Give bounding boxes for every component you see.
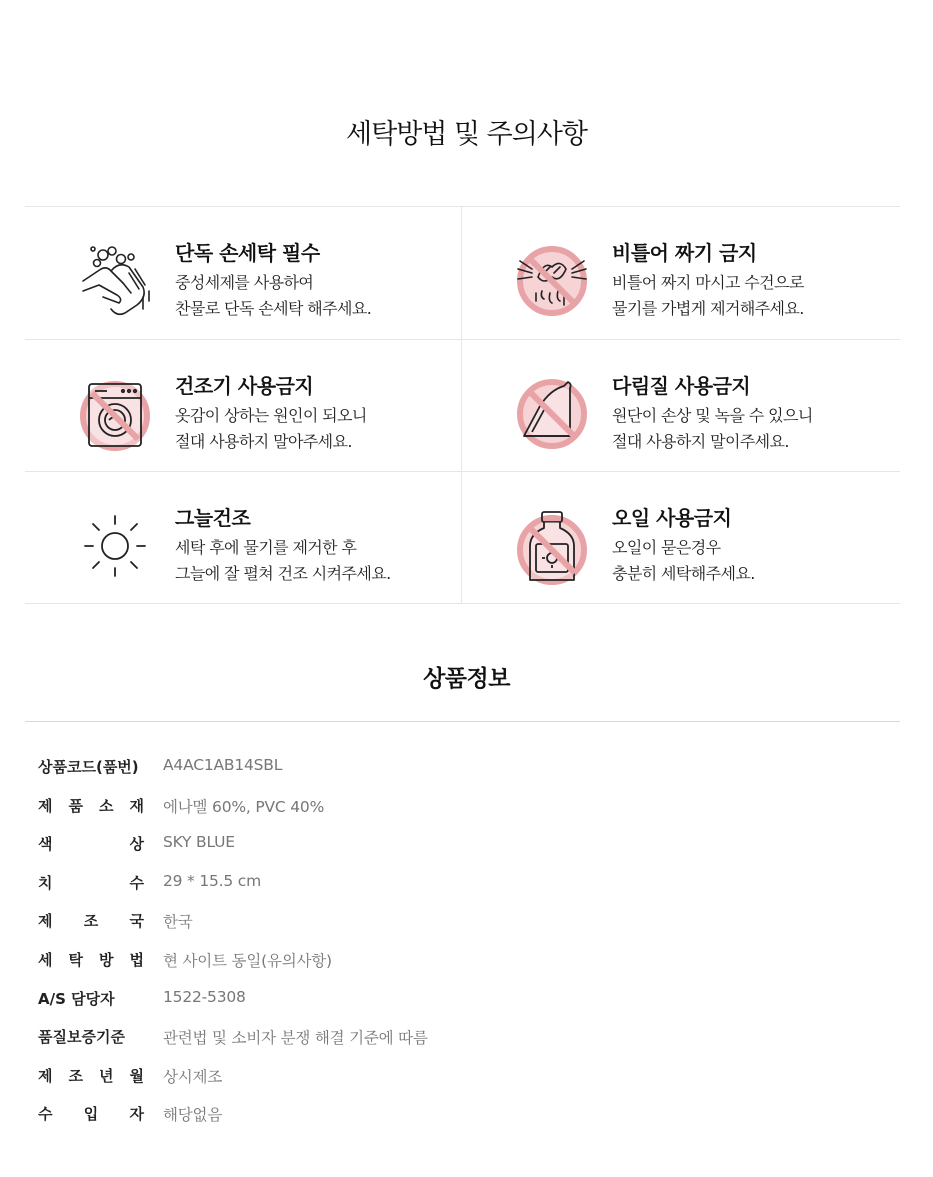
care-item-no-oil <box>462 472 898 604</box>
care-item-desc: 세탁 후에 물기를 제거한 후 그늘에 잘 펼쳐 건조 시켜주세요. <box>175 538 391 583</box>
no-wring-icon <box>510 239 594 323</box>
care-item-title: 그늘건조 <box>175 506 251 530</box>
care-item-no-dryer <box>25 340 461 472</box>
info-value: 에나멜 60%, PVC 40% <box>163 797 325 816</box>
info-label: 세 탁 방 법 <box>38 950 144 969</box>
product-info-title: 상품정보 <box>423 666 510 692</box>
info-value: SKY BLUE <box>163 833 235 852</box>
info-label: 제 조 국 <box>38 912 144 931</box>
info-value: A4AC1AB14SBL <box>163 756 283 774</box>
care-item-no-wring <box>462 207 898 339</box>
info-value: 상시제조 <box>163 1067 223 1086</box>
care-item-desc: 중성세제를 사용하여 찬물로 단독 손세탁 해주세요. <box>175 273 372 318</box>
care-item-desc: 비틀어 짜지 마시고 수건으로 물기를 가볍게 제거해주세요. <box>612 273 804 318</box>
info-label: 품질보증기준 <box>38 1028 125 1047</box>
info-value: 한국 <box>163 913 193 932</box>
divider <box>25 721 900 722</box>
care-item-desc: 옷감이 상하는 원인이 되오니 절대 사용하지 말아주세요. <box>175 406 367 451</box>
info-label: 상품코드(품번) <box>38 758 139 776</box>
hand-wash-icon <box>73 239 157 323</box>
info-label: 수 입 자 <box>38 1105 144 1124</box>
care-item-desc: 오일이 묻은경우 충분히 세탁해주세요. <box>612 538 755 583</box>
care-item-title: 다림질 사용금지 <box>612 374 751 398</box>
shade-dry-icon <box>73 504 157 588</box>
info-value: 29 * 15.5 cm <box>163 871 261 890</box>
info-label: A/S 담당자 <box>38 989 115 1008</box>
care-grid <box>25 206 900 604</box>
care-item-no-iron <box>462 340 898 472</box>
info-value: 해당없음 <box>163 1106 223 1125</box>
info-value: 관련법 및 소비자 분쟁 해결 기준에 따름 <box>163 1029 428 1048</box>
page-title: 세탁방법 및 주의사항 <box>346 119 587 150</box>
care-item-hand-wash <box>25 207 461 339</box>
care-item-title: 비틀어 짜기 금지 <box>612 241 757 265</box>
info-value: 현 사이트 동일(유의사항) <box>163 951 332 970</box>
info-label: 제 품 소 재 <box>38 796 144 815</box>
info-value: 1522-5308 <box>163 987 246 1006</box>
no-dryer-icon <box>73 372 157 456</box>
care-item-title: 오일 사용금지 <box>612 506 732 530</box>
care-item-shade-dry <box>25 472 461 604</box>
info-label: 제 조 년 월 <box>38 1066 144 1085</box>
care-item-desc: 원단이 손상 및 녹을 수 있으니 절대 사용하지 말이주세요. <box>612 406 813 451</box>
care-item-title: 건조기 사용금지 <box>175 374 314 398</box>
info-label: 치 수 <box>38 873 144 892</box>
care-item-title: 단독 손세탁 필수 <box>175 241 320 265</box>
info-label: 색 상 <box>38 835 144 854</box>
no-iron-icon <box>510 372 594 456</box>
no-oil-icon <box>510 504 594 588</box>
